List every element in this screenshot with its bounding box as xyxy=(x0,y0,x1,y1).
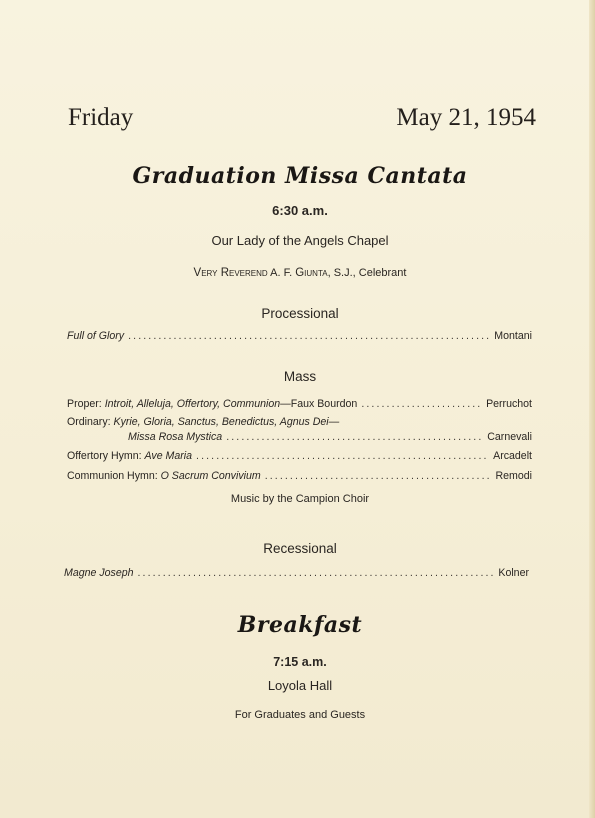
communion-composer: Remodi xyxy=(495,470,532,482)
breakfast-location: Loyola Hall xyxy=(267,678,333,693)
offertory-row xyxy=(67,450,532,462)
recessional-heading: Recessional xyxy=(263,541,337,556)
celebrant-initials: A. F. xyxy=(270,267,293,279)
ordinary-work-row xyxy=(128,431,532,443)
proper-composer: Perruchot xyxy=(486,398,532,410)
processional-work: Full of Glory xyxy=(67,330,125,342)
proper-setting: —Faux Bourdon xyxy=(280,398,358,410)
ordinary-row xyxy=(67,416,532,428)
ordinary-composer: Carnevali xyxy=(487,431,532,443)
breakfast-time: 7:15 a.m. xyxy=(273,655,327,669)
recessional-work: Magne Joseph xyxy=(64,567,134,579)
date-label: May 21, 1954 xyxy=(396,104,536,131)
offertory-work: Ave Maria xyxy=(144,450,193,462)
leader-dots xyxy=(226,431,483,443)
day-label: Friday xyxy=(68,104,134,131)
leader-dots xyxy=(196,450,489,462)
recessional-composer: Kolner xyxy=(498,567,529,579)
header-row xyxy=(68,104,536,132)
processional-composer: Montani xyxy=(494,330,532,342)
leader-dots xyxy=(361,398,482,410)
processional-heading: Processional xyxy=(261,306,339,321)
page-edge xyxy=(589,0,595,818)
service-location: Our Lady of the Angels Chapel xyxy=(211,233,389,248)
celebrant-surname: Giunta xyxy=(295,267,328,279)
ordinary-work: Missa Rosa Mystica xyxy=(128,431,223,443)
communion-label: Communion Hymn: xyxy=(67,470,158,482)
breakfast-title: Breakfast xyxy=(237,612,363,638)
leader-dots xyxy=(128,330,490,342)
leader-dots xyxy=(138,567,495,579)
ordinary-label: Ordinary: xyxy=(67,416,111,428)
recessional-row xyxy=(64,567,529,579)
processional-row xyxy=(67,330,532,342)
leader-dots xyxy=(265,470,492,482)
ordinary-parts: Kyrie, Gloria, Sanctus, Benedictus, Agnus Dei— xyxy=(113,416,340,428)
mass-heading: Mass xyxy=(283,369,317,384)
offertory-composer: Arcadelt xyxy=(493,450,532,462)
communion-row xyxy=(67,470,532,482)
offertory-label: Offertory Hymn: xyxy=(67,450,142,462)
proper-parts: Introit, Alleluja, Offertory, Communion xyxy=(104,398,281,410)
proper-row xyxy=(67,398,532,410)
breakfast-audience: For Graduates and Guests xyxy=(234,709,366,721)
service-title: Graduation Missa Cantata xyxy=(132,163,468,189)
celebrant-prefix: Very Reverend xyxy=(193,267,268,279)
music-credit: Music by the Campion Choir xyxy=(230,493,370,505)
celebrant-line xyxy=(0,267,595,279)
celebrant-suffix: , S.J., Celebrant xyxy=(327,267,407,279)
service-time: 6:30 a.m. xyxy=(272,203,328,218)
communion-work: O Sacrum Convivium xyxy=(160,470,261,482)
proper-label: Proper: xyxy=(67,398,102,410)
